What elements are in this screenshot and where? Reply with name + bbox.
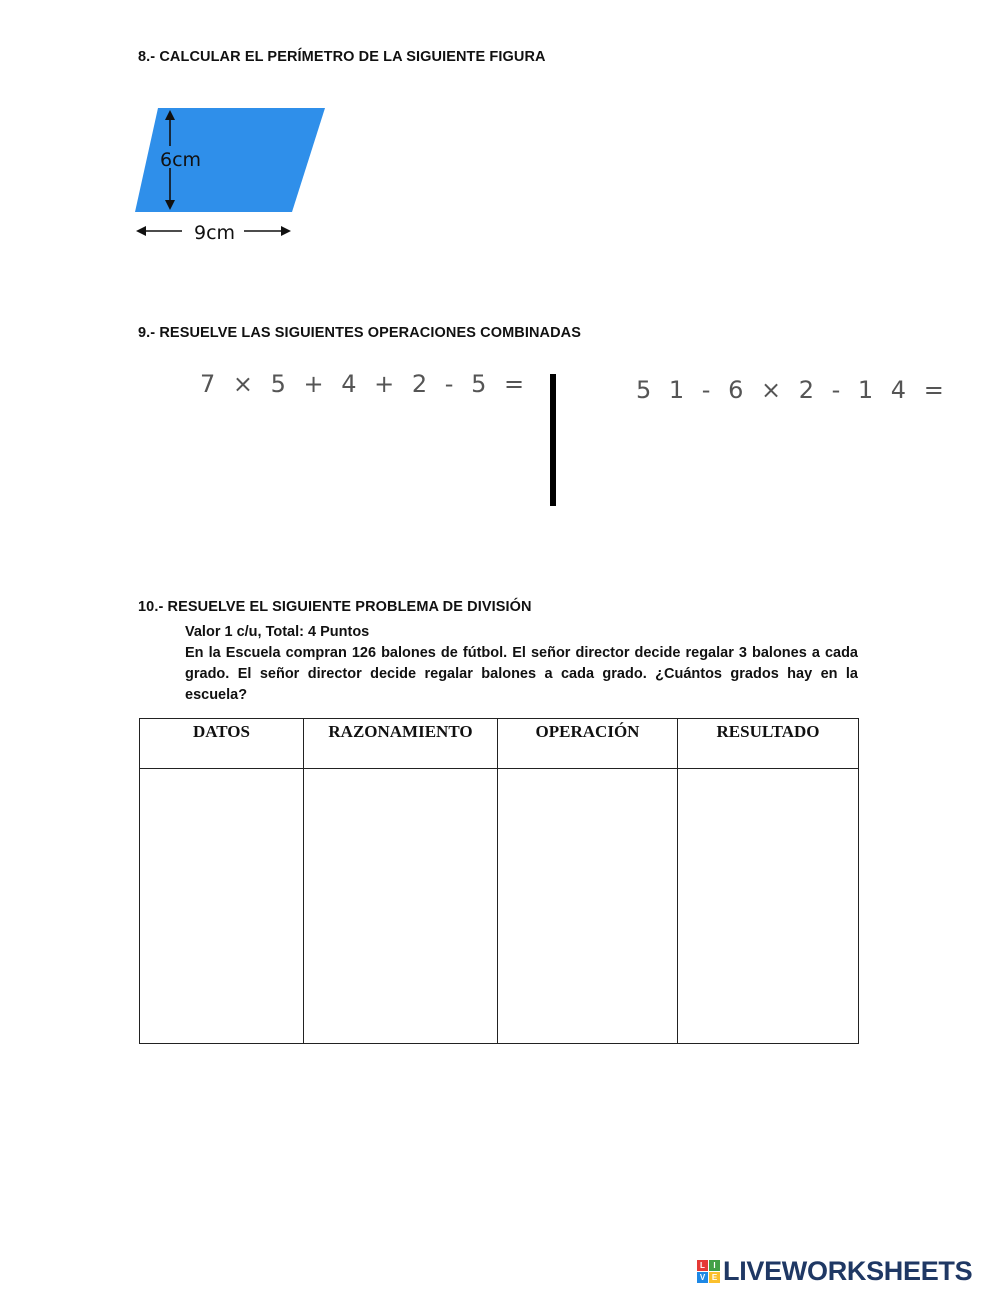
header-resultado: RESULTADO [678,719,859,769]
table-answer-row [140,769,859,1044]
answer-cell-resultado[interactable] [678,769,859,1044]
logo-block: V [697,1272,708,1283]
problem-statement: En la Escuela compran 126 balones de fútbol. El señor director decide regalar 3 balones a cada grado. El señor director decide regalar balones a cada grado. ¿Cuántos grados hay en la escuela? [185,645,858,703]
logo-blocks-icon [697,1260,720,1283]
points-value: Valor 1 c/u, Total: 4 Puntos [185,624,370,640]
question-8-title: 8.- CALCULAR EL PERÍMETRO DE LA SIGUIENTE FIGURA [138,49,546,65]
logo-block: E [709,1272,720,1283]
vertical-divider [550,374,556,506]
answer-table [139,718,859,1044]
table-header-row [140,719,859,769]
brand-text: LIVEWORKSHEETS [723,1255,973,1286]
logo-block: L [697,1260,708,1271]
base-arrow-right-head [281,226,291,236]
parallelogram-svg [130,100,340,250]
height-label: 6cm [160,149,202,171]
base-arrow-left-head [136,226,146,236]
header-operacion: OPERACIÓN [498,719,678,769]
question-10-title: 10.- RESUELVE EL SIGUIENTE PROBLEMA DE DIVISIÓN [138,599,532,615]
logo-block: I [709,1260,720,1271]
base-label: 9cm [194,222,236,244]
header-razonamiento: RAZONAMIENTO [304,719,498,769]
expression-1: 7 × 5 + 4 + 2 - 5 = [200,370,530,398]
question-9-title: 9.- RESUELVE LAS SIGUIENTES OPERACIONES COMBINADAS [138,325,582,341]
expression-2: 5 1 - 6 × 2 - 1 4 = [636,376,949,404]
answer-cell-datos[interactable] [140,769,304,1044]
answer-cell-razonamiento[interactable] [304,769,498,1044]
header-datos: DATOS [140,719,304,769]
answer-cell-operacion[interactable] [498,769,678,1044]
parallelogram-figure [130,100,340,250]
liveworksheets-logo [697,1256,972,1286]
